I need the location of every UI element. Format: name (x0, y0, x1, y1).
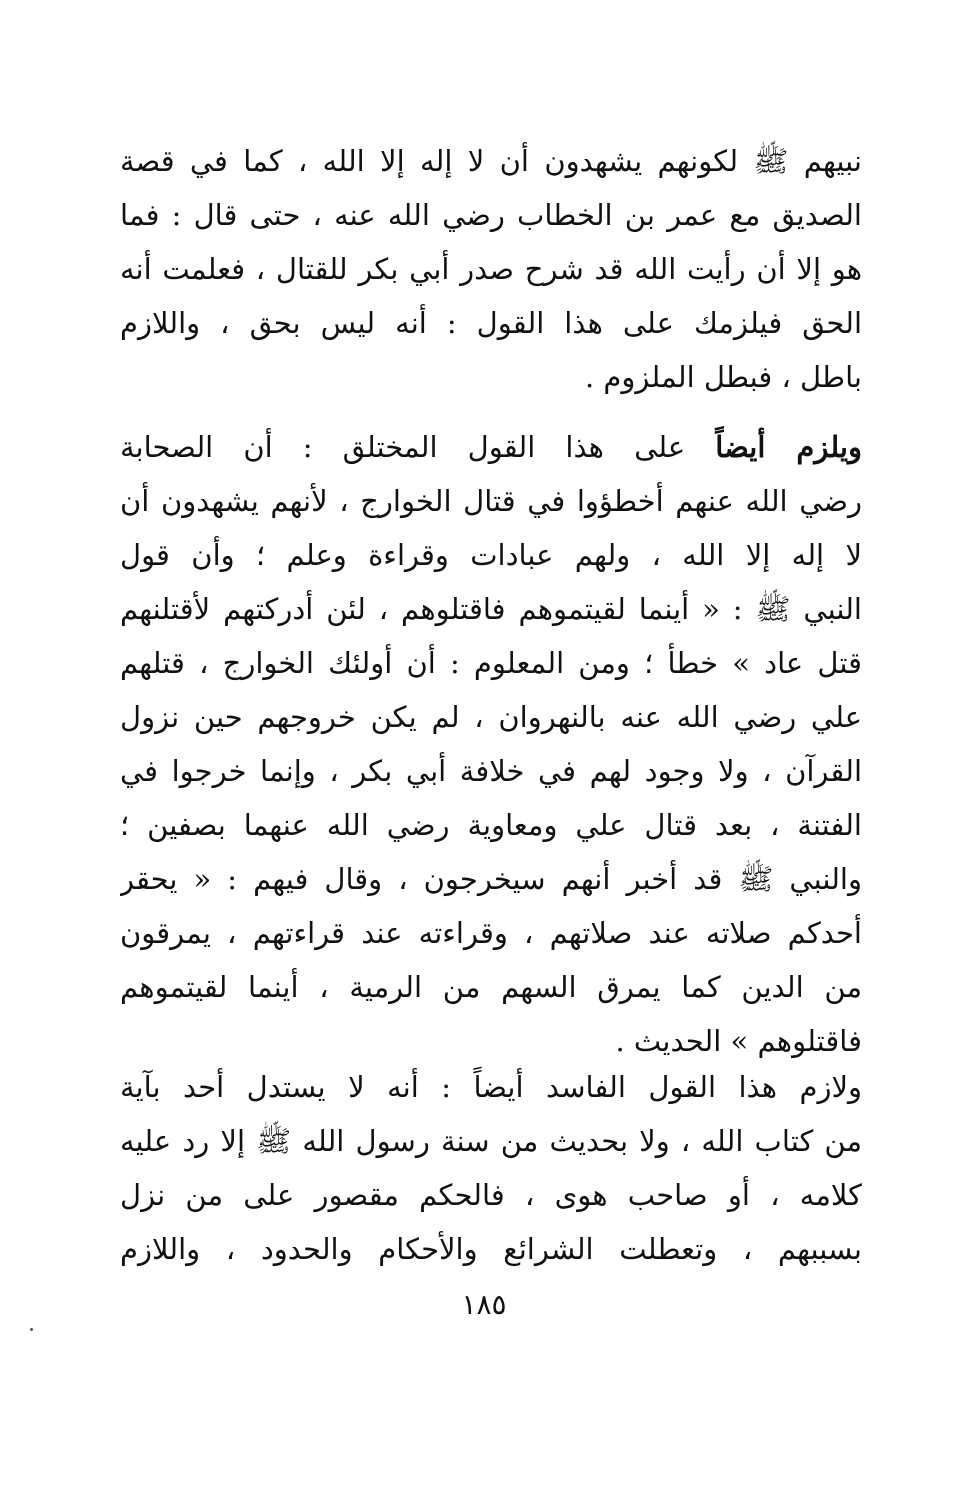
paragraph-3 (120, 1060, 862, 1276)
text-line: بسببهم ، وتعطلت الشرائع والأحكام والحدود ، واللازم (120, 1232, 862, 1266)
text-line: قتل عاد » خطأ ؛ ومن المعلوم : أن أولئك الخوارج ، قتلهم (120, 646, 862, 680)
text-line: رضي الله عنهم أخطؤوا في قتال الخوارج ، لأنهم يشهدون أن (120, 484, 862, 518)
paragraph-1 (120, 134, 862, 404)
text-line: لا إله إلا الله ، ولهم عبادات وقراءة وعلم ؛ وأن قول (120, 538, 862, 572)
text-line-with-lead (120, 420, 862, 474)
text-line: علي رضي الله عنه بالنهروان ، لم يكن خروجهم حين نزول (120, 700, 862, 734)
text-line: أحدكم صلاته عند صلاتهم ، وقراءته عند قراءتهم ، يمرقون (120, 916, 862, 950)
text-line: فاقتلوهم » الحديث . (615, 1024, 862, 1058)
text-line: الفتنة ، بعد قتال علي ومعاوية رضي الله عنهما بصفين ؛ (120, 808, 862, 842)
text-line: النبي ﷺ : « أينما لقيتموهم فاقتلوهم ، لئن أدركتهم لأقتلنهم (120, 592, 862, 626)
text-line: هو إلا أن رأيت الله قد شرح صدر أبي بكر للقتال ، فعلمت أنه (120, 252, 862, 286)
paragraph-2 (120, 420, 862, 1068)
page-number: ١٨٥ (461, 1288, 507, 1321)
text-line: القرآن ، ولا وجود لهم في خلافة أبي بكر ، وإنما خرجوا في (120, 754, 862, 788)
text-line: من الدين كما يمرق السهم من الرمية ، أينما لقيتموهم (120, 970, 862, 1004)
text-line: باطل ، فبطل الملزوم . (585, 360, 862, 394)
text-line: نبيهم ﷺ لكونهم يشهدون أن لا إله إلا الله ، كما في قصة (120, 144, 862, 178)
text-line: والنبي ﷺ قد أخبر أنهم سيخرجون ، وقال فيهم : « يحقر (120, 862, 862, 896)
text-line: كلامه ، أو صاحب هوى ، فالحكم مقصور على من نزل (120, 1178, 862, 1212)
scan-speck (30, 1328, 33, 1331)
text-line: الصديق مع عمر بن الخطاب رضي الله عنه ، حتى قال : فما (120, 198, 862, 232)
paragraph-lead-bold: ويلزم أيضاً (715, 430, 862, 464)
text-line: ولازم هذا القول الفاسد أيضاً : أنه لا يستدل أحد بآية (120, 1070, 862, 1104)
text-line: من كتاب الله ، ولا بحديث من سنة رسول الله ﷺ إلا رد عليه (120, 1124, 862, 1158)
text-line: الحق فيلزمك على هذا القول : أنه ليس بحق ، واللازم (120, 306, 862, 340)
text-line-rest: على هذا القول المختلق : أن الصحابة (120, 430, 716, 464)
